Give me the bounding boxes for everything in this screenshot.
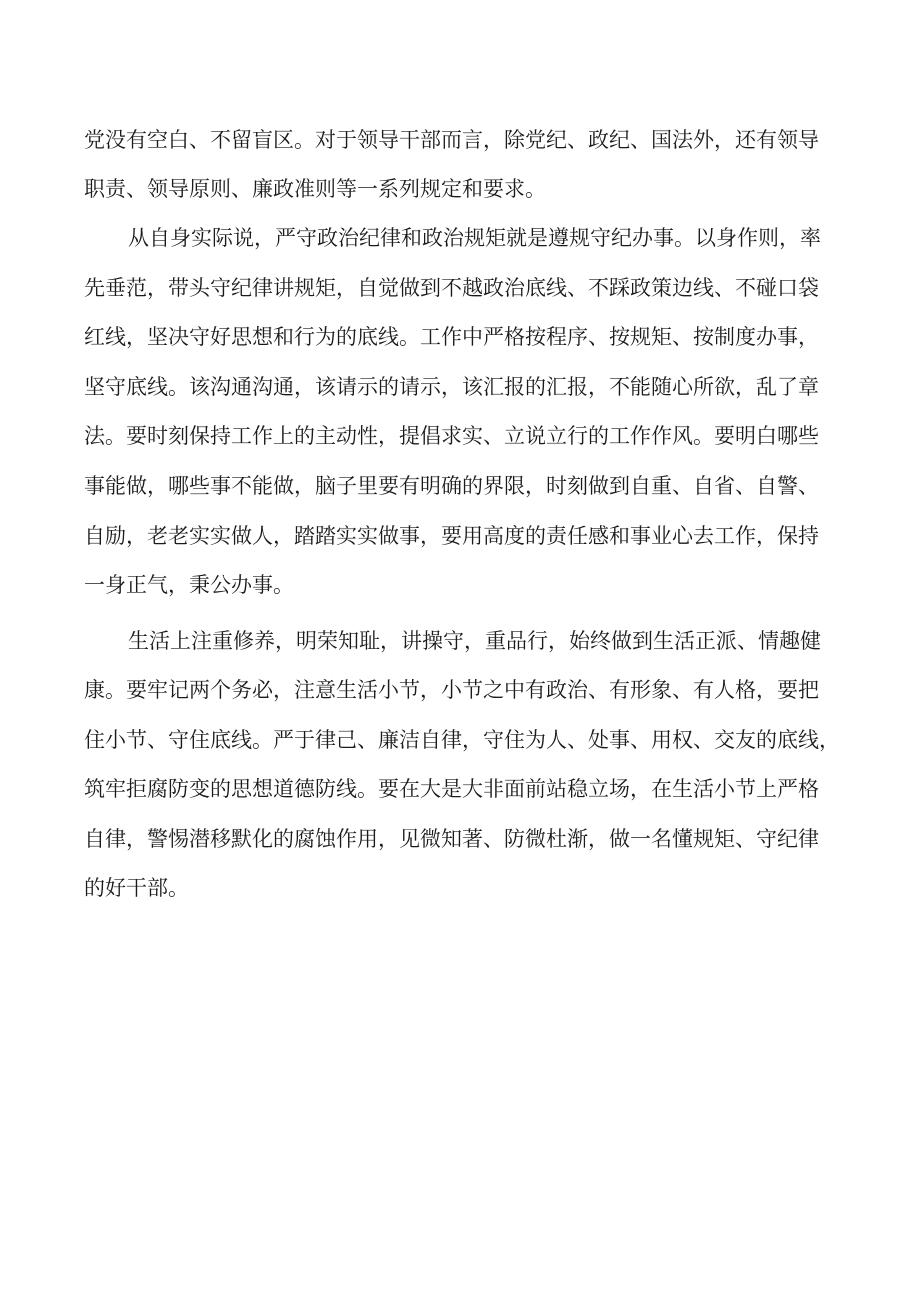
- text-line: 红线，坚决守好思想和行为的底线。工作中严格按程序、按规矩、按制度办事，: [84, 325, 819, 349]
- text-line: 自励，老老实实做人，踏踏实实做事，要用高度的责任感和事业心去工作，保持: [84, 524, 819, 548]
- text-line: 法。要时刻保持工作上的主动性，提倡求实、立说立行的工作作风。要明白哪些: [84, 424, 819, 448]
- text-line: 康。要牢记两个务必，注意生活小节，小节之中有政治、有形象、有人格，要把: [84, 678, 819, 702]
- text-line: 的好干部。: [84, 876, 189, 900]
- text-line: 一身正气，秉公办事。: [84, 573, 294, 597]
- text-line: 先垂范，带头守纪律讲规矩，自觉做到不越政治底线、不踩政策边线、不碰口袋: [84, 276, 819, 300]
- text-line: 职责、领导原则、廉政准则等一系列规定和要求。: [84, 177, 546, 201]
- text-line: 从自身实际说，严守政治纪律和政治规矩就是遵规守纪办事。以身作则，率: [128, 226, 821, 250]
- text-line: 筑牢拒腐防变的思想道德防线。要在大是大非面前站稳立场，在生活小节上严格: [84, 777, 819, 801]
- text-line: 生活上注重修养，明荣知耻，讲操守，重品行，始终做到生活正派、情趣健: [128, 629, 821, 653]
- text-line: 住小节、守住底线。严于律己、廉洁自律，守住为人、处事、用权、交友的底线，: [84, 728, 840, 752]
- text-line: 坚守底线。该沟通沟通，该请示的请示，该汇报的汇报，不能随心所欲，乱了章: [84, 375, 819, 399]
- text-line: 事能做，哪些事不能做，脑子里要有明确的界限，时刻做到自重、自省、自警、: [84, 474, 819, 498]
- text-line: 党没有空白、不留盲区。对于领导干部而言，除党纪、政纪、国法外，还有领导: [84, 128, 819, 152]
- text-line: 自律，警惕潜移默化的腐蚀作用，见微知著、防微杜渐，做一名懂规矩、守纪律: [84, 827, 819, 851]
